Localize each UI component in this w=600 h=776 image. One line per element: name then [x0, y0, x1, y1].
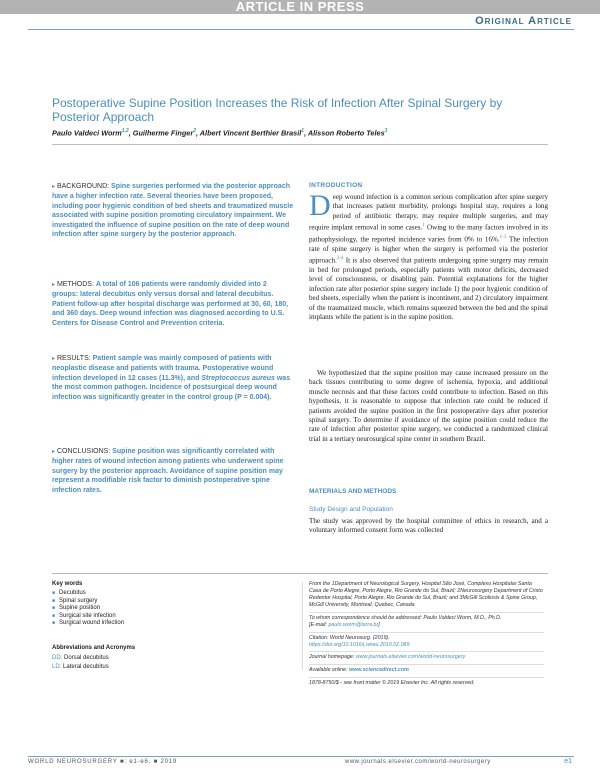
- methods-heading: MATERIALS AND METHODS: [309, 488, 397, 495]
- bullet-triangle-icon: ▸: [52, 356, 56, 362]
- footer-url[interactable]: www.journals.elsevier.com/world-neurosurgery: [345, 759, 491, 765]
- keyword-item: ■ Surgical wound infection: [52, 620, 124, 628]
- drop-cap: D: [309, 189, 331, 222]
- author-list: Paulo Valdeci Worm$^{1,2}$, Guilherme Finger$^2$, Albert Vincent Berthier Brasil$^1$, Alisson Roberto Teles$^3$: [52, 128, 388, 138]
- author-affiliation: 1: [301, 128, 305, 134]
- divider: [309, 651, 544, 652]
- author-affiliation: 3: [384, 128, 388, 134]
- bullet-triangle-icon: ▸: [52, 282, 56, 288]
- available-online: Available online: www.sciencedirect.com: [309, 667, 409, 673]
- abbreviation-item: LD: Lateral decubitus: [52, 664, 109, 670]
- divider: [309, 612, 544, 613]
- reference-link[interactable]: 1-3: [499, 234, 507, 240]
- article-in-press-label: ARTICLE IN PRESS: [235, 0, 365, 14]
- reference-link[interactable]: 2-4: [336, 256, 344, 262]
- citation-note: Citation: World Neurosurg. (2019). https://doi.org/10.1016/j.wneu.2019.02.089: [309, 635, 544, 649]
- email-link[interactable]: paulo.worm@terra.br: [328, 622, 379, 628]
- author-name: Alisson Roberto Teles: [307, 128, 385, 138]
- sciencedirect-link[interactable]: www.sciencedirect.com: [348, 667, 409, 673]
- introduction-paragraph: Deep wound infection is a common serious complication after spine surgery that increases patient morbidity, prolongs hospital stay, requires a long period of antibiotic therapy, may require multiple surgeries, and may require implant removal in some cases.$^1$ Owing to the many factors involved in its pathophysiology, the reported incidence varies from 0% to 16%.$^{1-3}$ The infection rate of spine surgery is higher when the surgery is performed via the posterior approach.$^{2-4}$ It is also observed that patients undergoing spine surgery may remain in bed for prolonged periods, especially patients with motor deficits, decreased level of consciousness, or disabling pain. Potential explanations for the higher infection rate after posterior spine surgery include 1) the poor hygienic condition of bed sheets, especially when the patient is incontinent, and 2) circulatory impairment of the traumatized muscle, which remains squeezed between the bed and the spinal implants while the patient is in the supine position.: [309, 189, 548, 321]
- correspondence-note: To whom correspondence should be addressed: Paulo Valdeci Worm, M.D., Ph.D. [E-mail: paulo.worm@terra.br]: [309, 615, 502, 628]
- abbreviation-item: DD: Dorsal decubitus: [52, 655, 109, 661]
- study-design-paragraph: The study was approved by the hospital committee of ethics in research, and a voluntary informed consent form was collected: [309, 517, 548, 535]
- keywords-list: [52, 590, 124, 628]
- introduction-heading: INTRODUCTION: [309, 182, 363, 189]
- author-name: Albert Vincent Berthier Brasil: [199, 128, 302, 138]
- reference-link[interactable]: 1: [422, 223, 425, 229]
- abstract-conclusions: ▸ CONCLUSIONS: Supine position was significantly correlated with higher rates of wound infection among patients who underwent spine surgery by the posterior approach. Avoidance of supine position may represent a modifiable risk factor to diminish postoperative spine infection rates.: [52, 448, 284, 494]
- footer-rule: [28, 756, 574, 757]
- hypothesis-paragraph: We hypothesized that the supine position may cause increased pressure on the back tissues contributing to some degree of ischemia, hypoxia, and additional muscle necrosis and that these factors could contribute to infection. Based on this hypothesis, it is reasonable to suppose that infection rate could be reduced if patients avoided the supine position in the first postoperative days after posterior spinal surgery. To determine if avoidance of the supine position could reduce the rate of infection after posterior spine surgery, we conducted a randomized clinical trial in a tertiary neurosurgical spine center in southern Brazil.: [309, 369, 548, 443]
- column-divider: [302, 582, 303, 670]
- study-design-heading: Study Design and Population: [309, 506, 393, 513]
- divider: [309, 664, 544, 665]
- abbreviations-title: Abbreviations and Acronyms: [52, 645, 136, 651]
- divider: [52, 573, 548, 574]
- abstract-background: ▸ BACKGROUND: Spine surgeries performed via the posterior approach have a higher infection rate. Several theories have been proposed, including poor hygienic condition of bed sheets and traumatized muscle associated with supine position promoting circulatory impairment. We investigated the influence of supine position on the rate of deep wound infection after spine surgery by the posterior approach.: [52, 183, 294, 239]
- keyword-item: ■ Surgical site infection: [52, 613, 124, 621]
- keyword-item: ■ Decubitus: [52, 590, 124, 598]
- page-number: e1: [564, 758, 572, 765]
- abstract-results: ▸ RESULTS: Patient sample was mainly composed of patients with neoplastic disease and patients with trauma. Postoperative wound infection developed in 12 cases (11.3%), and Streptococcus aureus was the most common pathogen. Incidence of postsurgical deep wound infection was significantly greater in the control group (P = 0.004).: [52, 355, 291, 401]
- author-name: Guilherme Finger: [132, 128, 194, 138]
- affiliations-note: From the 1Department of Neurological Surgery, Hospital São José, Complexo Hospitalar Santa Casa de Porto Alegre, Porto Alegre, Rio Grande do Sul, Brazil; 2Neurosurgery Department of Cristo Redentor Hospital, Porto Alegre, Rio Grande do Sul, Brazil; and 3McGill Scoliosis & Spine Group, McGill University, Montreal, Quebec, Canada: [309, 581, 543, 608]
- author-name: Paulo Valdeci Worm: [52, 128, 122, 138]
- abstract-methods: ▸ METHODS: A total of 106 patients were randomly divided into 2 groups: lateral decubitus only versus dorsal and lateral decubitus. Patient follow-up after hospital discharge was performed at 30, 60, 180, and 360 days. Deep wound infection was diagnosed according to U.S. Centers for Disease Control and Prevention criteria.: [52, 281, 289, 327]
- divider: [52, 144, 548, 145]
- author-affiliation: 1,2: [121, 128, 129, 134]
- doi-link[interactable]: https://doi.org/10.1016/j.wneu.2019.02.089: [309, 642, 410, 648]
- divider: [309, 677, 544, 678]
- keyword-item: ■ Supine position: [52, 605, 124, 613]
- author-affiliation: 2: [193, 128, 196, 134]
- copyright-note: 1878-8750/$ - see front matter © 2019 Elsevier Inc. All rights reserved.: [309, 680, 475, 686]
- bullet-triangle-icon: ▸: [52, 184, 56, 190]
- header-rule: [28, 29, 574, 30]
- journal-homepage: Journal homepage: www.journals.elsevier.com/world-neurosurgery: [309, 654, 466, 660]
- bullet-triangle-icon: ▸: [52, 449, 56, 455]
- article-title: Postoperative Supine Position Increases the Risk of Infection After Spinal Surgery by Posterior Approach: [52, 96, 503, 124]
- keyword-item: ■ Spinal surgery: [52, 598, 124, 606]
- section-label: Original Article: [475, 15, 572, 27]
- divider: [309, 632, 544, 633]
- keywords-title: Key words: [52, 581, 83, 587]
- journal-link[interactable]: www.journals.elsevier.com/world-neurosurgery: [355, 654, 466, 660]
- footer-journal: WORLD NEUROSURGERY ■: e1-e6, ■ 2019: [28, 759, 178, 765]
